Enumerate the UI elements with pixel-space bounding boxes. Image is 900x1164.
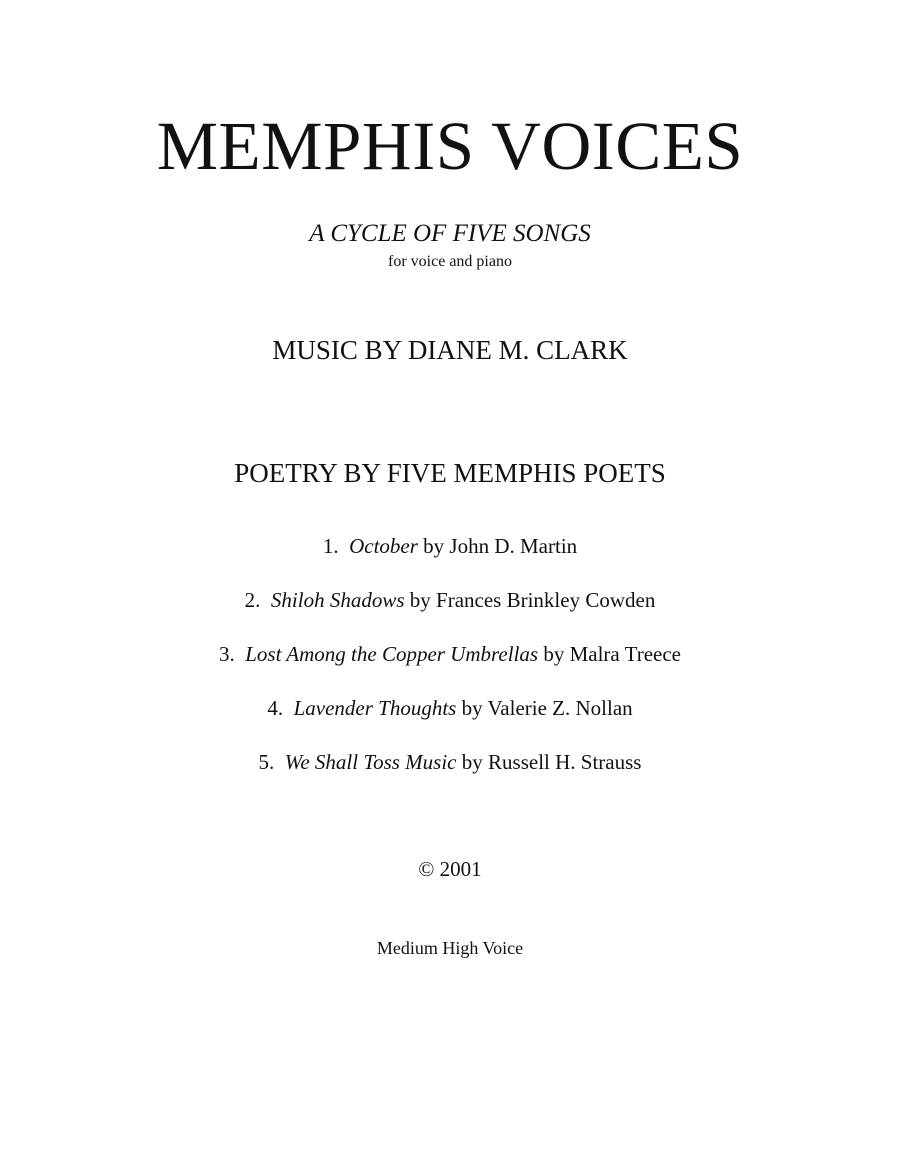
composer-credit: MUSIC BY DIANE M. CLARK	[272, 335, 628, 365]
song-number: 3.	[219, 642, 235, 666]
song-title: Lost Among the Copper Umbrellas	[245, 642, 539, 666]
song-list-item	[0, 536, 900, 557]
song-title: Shiloh Shadows	[270, 588, 405, 612]
song-by: by	[409, 588, 431, 612]
voice-type: Medium High Voice	[376, 938, 524, 958]
song-by: by	[461, 696, 483, 720]
page-title: MEMPHIS VOICES	[156, 108, 744, 184]
copyright: © 2001	[418, 857, 482, 881]
song-list-item	[0, 644, 900, 665]
song-poet: Malra Treece	[569, 642, 681, 666]
instrumentation: for voice and piano	[388, 253, 512, 270]
song-title: October	[349, 534, 418, 558]
song-list-item	[0, 698, 900, 719]
song-number: 1.	[322, 534, 339, 558]
song-list-item	[0, 752, 900, 773]
song-poet: Frances Brinkley Cowden	[436, 588, 656, 612]
song-number: 4.	[267, 696, 284, 720]
song-by: by	[543, 642, 565, 666]
song-list-item	[0, 590, 900, 611]
song-poet: Russell H. Strauss	[488, 750, 642, 774]
subtitle: A CYCLE OF FIVE SONGS	[309, 220, 591, 247]
song-number: 2.	[244, 588, 261, 612]
song-poet: John D. Martin	[449, 534, 578, 558]
poetry-heading: POETRY BY FIVE MEMPHIS POETS	[234, 458, 666, 488]
song-number: 5.	[258, 750, 275, 774]
song-title: We Shall Toss Music	[284, 750, 457, 774]
song-title: Lavender Thoughts	[293, 696, 457, 720]
song-by: by	[461, 750, 483, 774]
song-poet: Valerie Z. Nollan	[487, 696, 633, 720]
song-by: by	[423, 534, 445, 558]
